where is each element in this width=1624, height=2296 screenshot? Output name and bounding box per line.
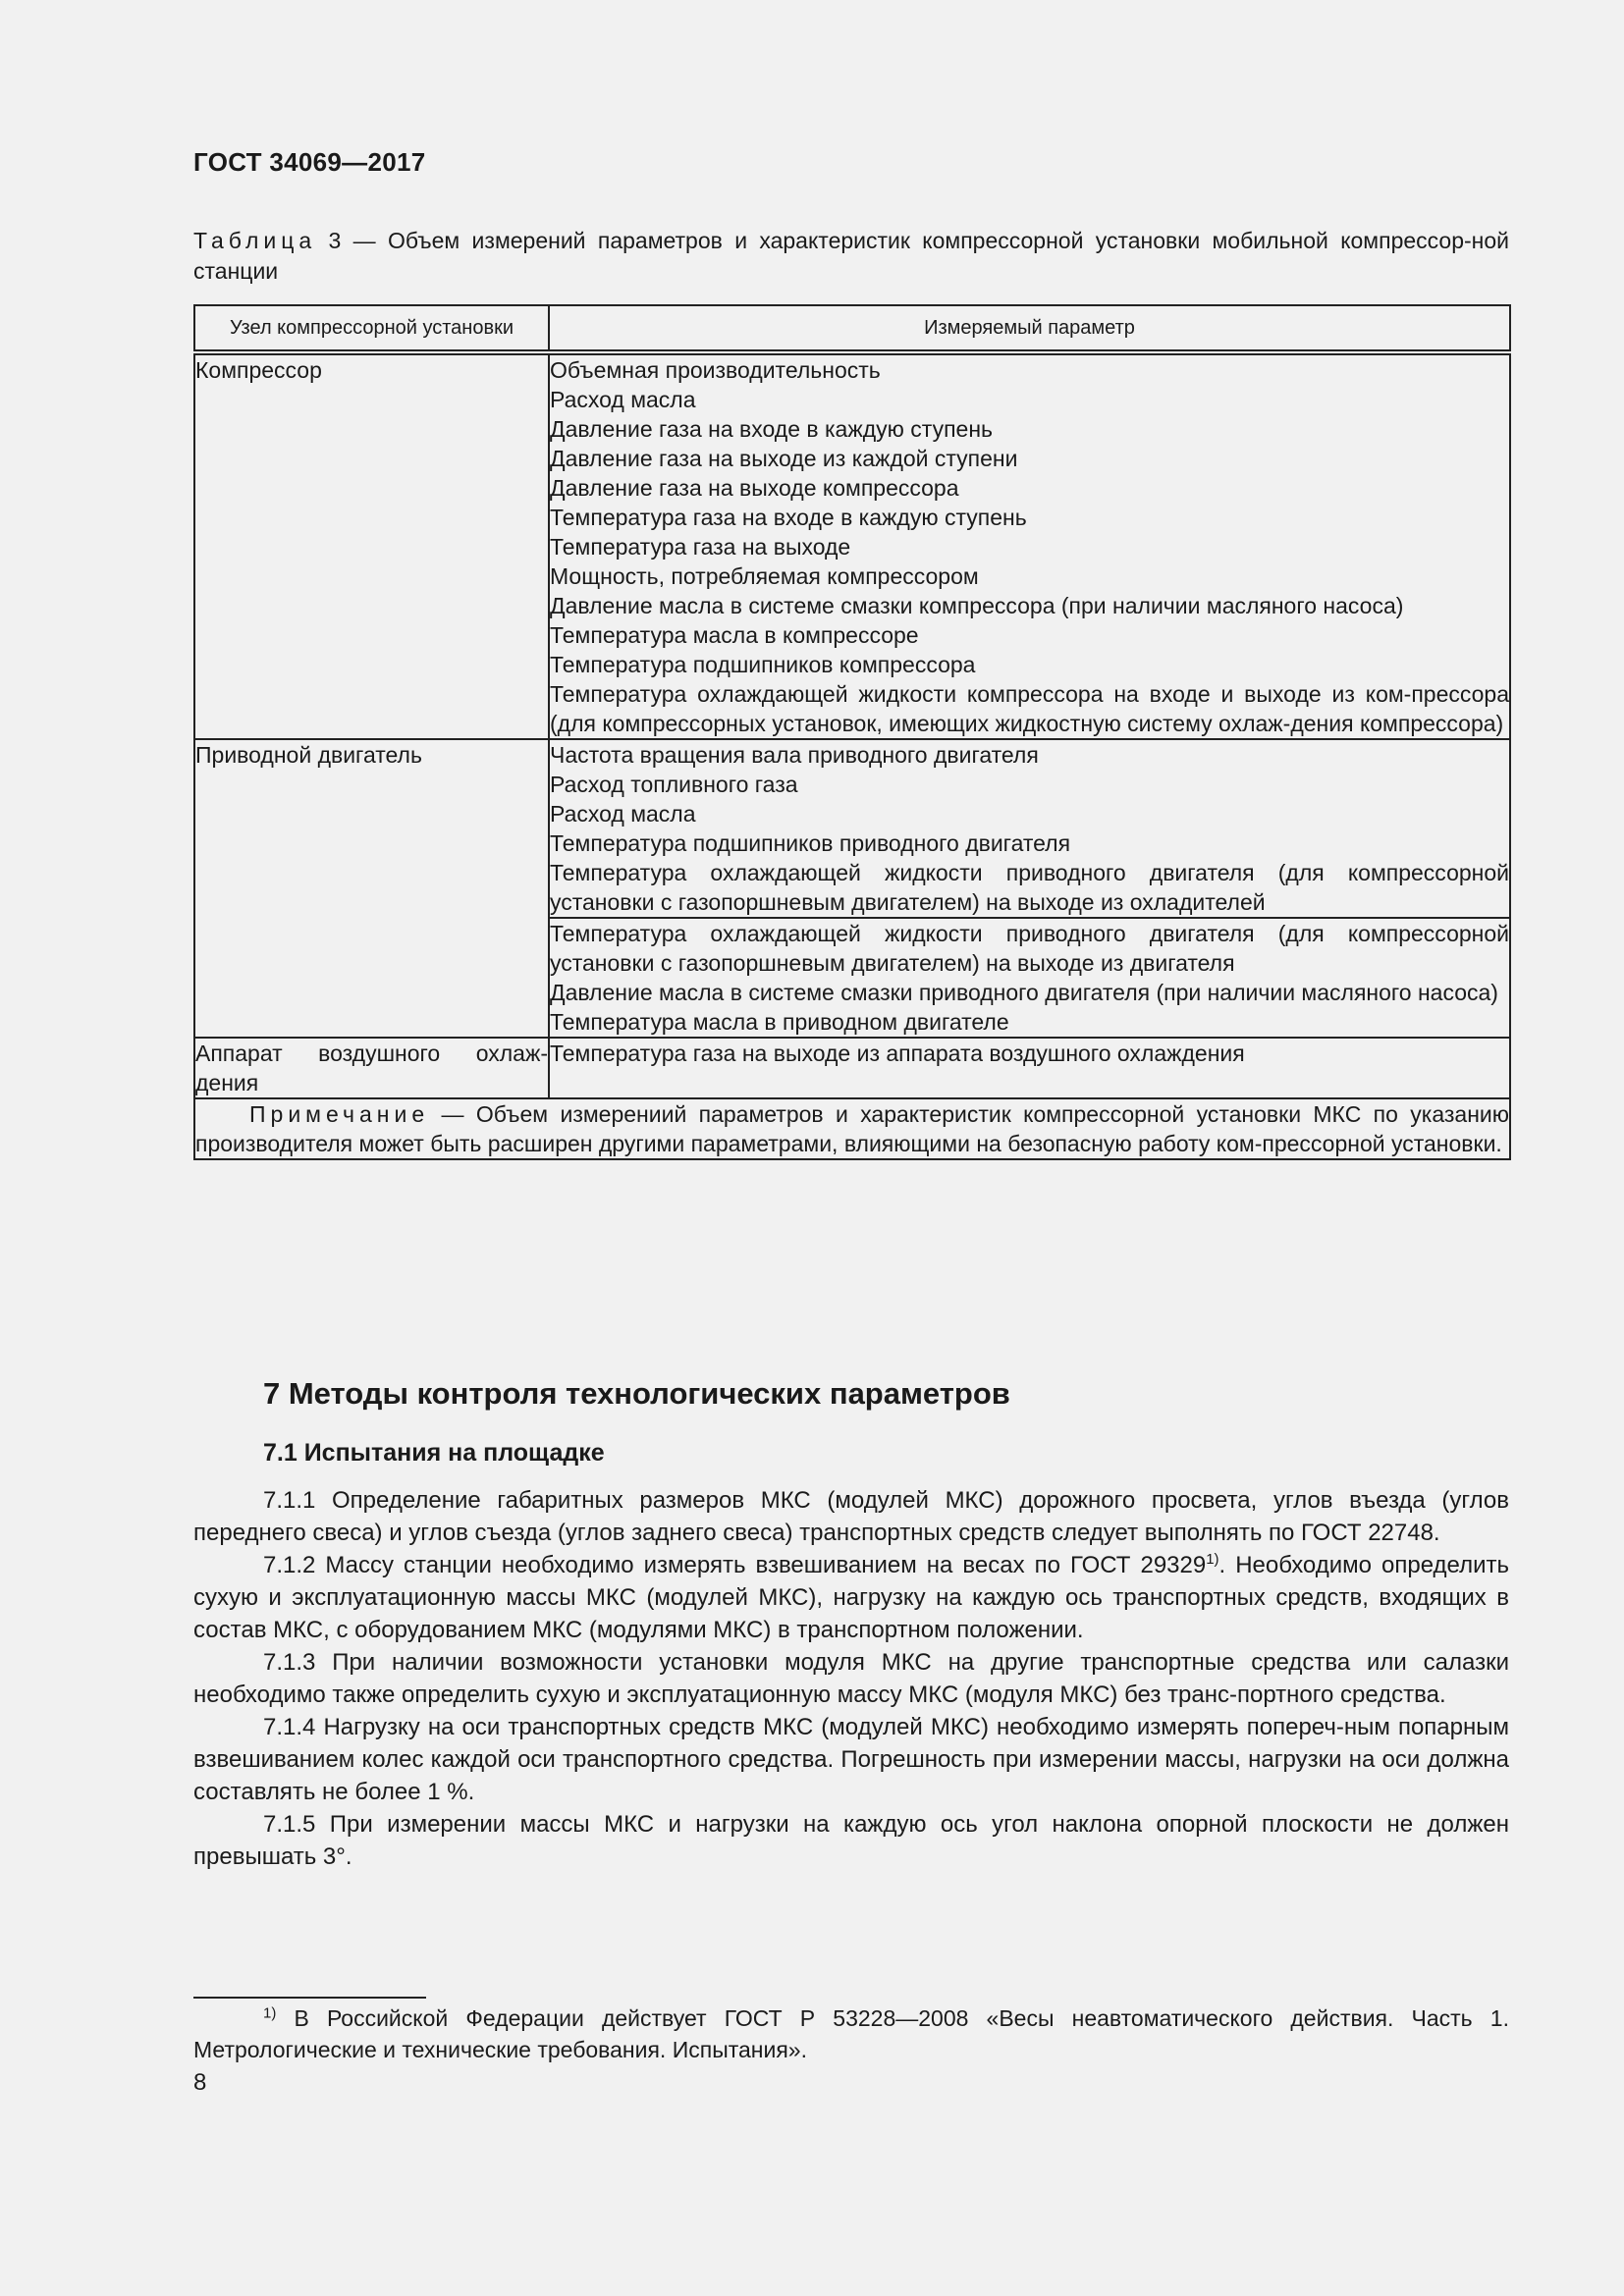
param-line: Давление газа на выходе компрессора [550,475,959,501]
section-title: 7 Методы контроля технологических параметров [263,1376,1010,1411]
param-line: Температура подшипников приводного двигателя [550,830,1071,856]
table-row [194,739,1510,918]
params-cell-compressor [549,352,1510,739]
table-row [194,1038,1510,1098]
unit-cell-air-cooler: Аппарат воздушного охлаж-дения [194,1038,549,1098]
table-caption-text: 3 — Объем измерений параметров и характеристик компрессорной установки мобильной компрессор-ной станции [193,228,1509,284]
param-line: Расход масла [550,801,696,827]
table-caption-word: Таблица [193,228,317,253]
paragraph-7-1-2 [193,1549,1509,1646]
unit-cell-drive-engine: Приводной двигатель [194,739,549,1038]
param-line: Температура газа на выходе [550,534,851,560]
footnote-text: В Российской Федерации действует ГОСТ Р 53228—2008 «Весы неавтоматического действия. Часть 1. Метрологические и технические требования. Испытания». [193,2005,1509,2062]
table-note-row [194,1098,1510,1159]
param-line: Давление масла в системе смазки компрессора (при наличии масляного насоса) [550,593,1404,618]
param-line: Температура подшипников компрессора [550,652,976,677]
footnote-divider [193,1997,426,1999]
footnote-mark: 1) [263,2004,277,2022]
paragraph-7-1-2-start: 7.1.2 Массу станции необходимо измерять взвешиванием на весах по ГОСТ 29329 [263,1552,1207,1578]
table-note [194,1098,1510,1159]
params-cell-drive-engine [549,739,1510,918]
paragraph-7-1-4: 7.1.4 Нагрузку на оси транспортных средств МКС (модулей МКС) необходимо измерять попереч-ным попарным взвешиванием колес каждой оси транспортного средства. Погрешность при измерении массы, нагрузки на оси должна составлять не более 1 %. [193,1714,1509,1805]
footnote-reference: 1) [1206,1551,1219,1568]
standard-header: ГОСТ 34069—2017 [193,147,426,177]
table-caption [193,226,1509,287]
param-line: Температура газа на выходе из аппарата воздушного охлаждения [550,1041,1245,1066]
param-line: Частота вращения вала приводного двигателя [550,742,1039,768]
column-header-parameter: Измеряемый параметр [549,305,1510,352]
param-line: Температура охлаждающей жидкости приводного двигателя (для компрессорной установки с газопоршневым двигателем) на выходе из охладителей [550,860,1509,915]
page-number: 8 [193,2069,207,2096]
param-line: Давление газа на входе в каждую ступень [550,416,994,442]
parameters-table-wrapper [193,304,1509,1160]
table-header-row [194,305,1510,352]
parameters-table [193,304,1511,1160]
subsection-title: 7.1 Испытания на площадке [263,1439,605,1467]
column-header-unit: Узел компрессорной установки [194,305,549,352]
param-line: Давление масла в системе смазки приводного двигателя (при наличии масляного насоса) [550,980,1498,1005]
param-line: Расход масла [550,387,696,412]
param-line: Давление газа на выходе из каждой ступени [550,446,1018,471]
paragraph-7-1-1: 7.1.1 Определение габаритных размеров МКС (модулей МКС) дорожного просвета, углов въезда (углов переднего свеса) и углов съезда (углов заднего свеса) транспортных средств следует выполнять по ГОСТ 22748. [193,1487,1509,1546]
param-line: Температура масла в компрессоре [550,622,919,648]
table-note-label: Примечание [249,1101,430,1127]
paragraph-7-1-5: 7.1.5 При измерении массы МКС и нагрузки на каждую ось угол наклона опорной плоскости не должен превышать 3°. [193,1811,1509,1870]
section-body [193,1484,1509,1873]
footnote [193,2002,1509,2065]
param-line: Мощность, потребляемая компрессором [550,563,979,589]
params-cell-drive-engine-2 [549,918,1510,1038]
params-cell-air-cooler [549,1038,1510,1098]
table-row [194,352,1510,739]
param-line: Температура газа на входе в каждую ступень [550,505,1027,530]
paragraph-7-1-3: 7.1.3 При наличии возможности установки модуля МКС на другие транспортные средства или салазки необходимо также определить сухую и эксплуатационную массу МКС (модуля МКС) без транс-портного средства. [193,1649,1509,1708]
paragraph-7-1-2-end: . Необходимо определить сухую и эксплуатационную массы МКС (модулей МКС), нагрузку на каждую ось транспортных средств, входящих в состав МКС, с оборудованием МКС (модулями МКС) в транспортном положении. [193,1552,1509,1643]
param-line: Температура охлаждающей жидкости приводного двигателя (для компрессорной установки с газопоршневым двигателем) на выходе из двигателя [550,921,1509,976]
param-line: Расход топливного газа [550,772,798,797]
param-line: Температура масла в приводном двигателе [550,1009,1009,1035]
unit-cell-compressor: Компрессор [194,352,549,739]
param-line: Объемная производительность [550,357,881,383]
param-line: Температура охлаждающей жидкости компрессора на входе и выходе из ком-прессора (для компрессорных установок, имеющих жидкостную систему охлаж-дения компрессора) [550,681,1509,736]
table-note-text: — Объем измерениий параметров и характеристик компрессорной установки МКС по указанию производителя может быть расширен другими параметрами, влияющими на безопасную работу ком-прессорной установки. [195,1101,1509,1156]
